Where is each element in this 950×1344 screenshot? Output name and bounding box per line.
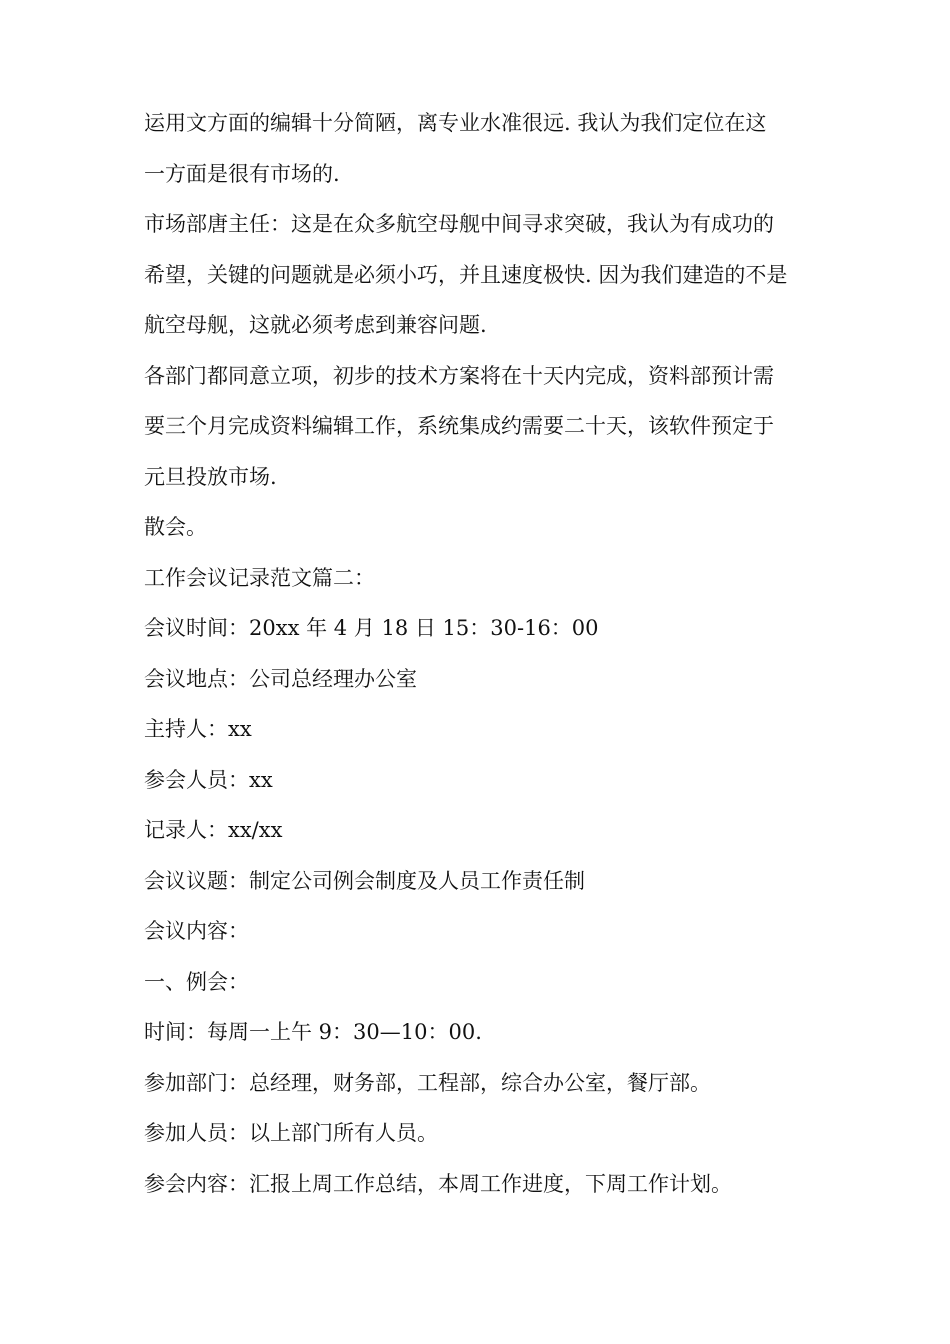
- text-line: 时间：每周一上午 9：30—10：00.: [144, 1020, 482, 1044]
- meeting-topic: 会议议题：制定公司例会制度及人员工作责任制: [144, 868, 585, 893]
- text-line: 参加部门：总经理，财务部，工程部，综合办公室，餐厅部。: [144, 1070, 711, 1095]
- meeting-recorder: 记录人：xx/xx: [144, 818, 283, 842]
- document-body: [144, 98, 814, 1209]
- text-line: 一方面是很有市场的.: [144, 161, 340, 186]
- section-heading: 工作会议记录范文篇二：: [144, 565, 375, 590]
- text-line: 要三个月完成资料编辑工作，系统集成约需要二十天，该软件预定于: [144, 414, 774, 438]
- meeting-host: 主持人：xx: [144, 717, 252, 741]
- text-line: 运用文方面的编辑十分简陋，离专业水准很远. 我认为我们定位在这: [144, 111, 767, 135]
- text-line: 散会。: [144, 515, 207, 539]
- text-line: 市场部唐主任：这是在众多航空母舰中间寻求突破，我认为有成功的: [144, 212, 774, 236]
- meeting-location: 会议地点：公司总经理办公室: [144, 666, 417, 691]
- text-line: 各部门都同意立项，初步的技术方案将在十天内完成，资料部预计需: [144, 363, 774, 388]
- item-heading: 一、例会：: [144, 969, 249, 994]
- meeting-time: 会议时间：20xx 年 4 月 18 日 15：30-16：00: [144, 616, 599, 640]
- text-line: 参会内容：汇报上周工作总结，本周工作进度，下周工作计划。: [144, 1171, 732, 1196]
- text-line: 航空母舰，这就必须考虑到兼容问题.: [144, 313, 487, 337]
- text-line: 元旦投放市场.: [144, 464, 277, 489]
- text-line: 参加人员：以上部门所有人员。: [144, 1121, 438, 1145]
- meeting-content-label: 会议内容：: [144, 919, 249, 943]
- text-line: 希望，关键的问题就是必须小巧，并且速度极快. 因为我们建造的不是: [144, 262, 788, 287]
- meeting-attendees: 参会人员：xx: [144, 767, 273, 792]
